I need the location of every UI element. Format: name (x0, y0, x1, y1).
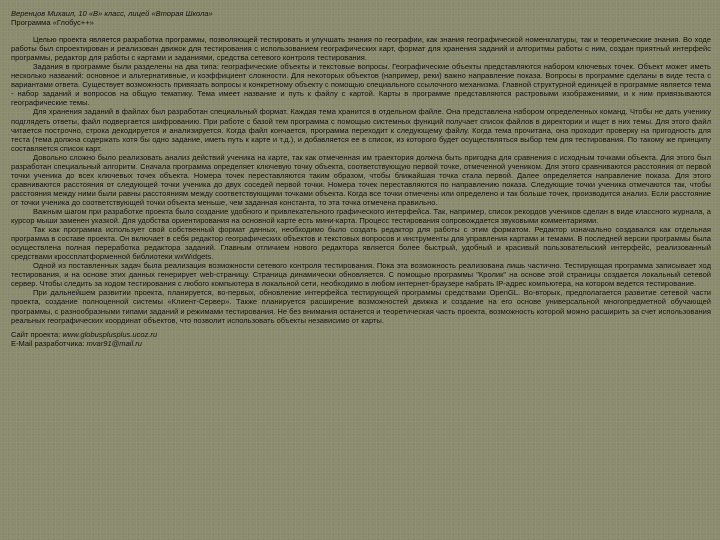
email-row (11, 339, 711, 348)
spacer (11, 27, 711, 35)
email-link[interactable]: mvar91@mail.ru (86, 338, 142, 348)
paragraph-interface: Важным шагом при разработке проекта было создание удобного и привлекательного графического интерфейса. Так, например, список рекордов учеников сделан в виде классного журнала, а курсор мыши заменен указкой. Для удобства ориентирования на основной карте есть мини-карта. Процесс тестирования сопровождается звуковыми комментариями. (11, 206, 711, 226)
site-row (11, 330, 711, 339)
paragraph-task-types: Задания в программе были разделены на два типа: географические объекты и текстовые вопросы. Географические объекты представляются набором ключевых точек. Объект может иметь несколько названий: основное и альтернативные, и коэффициент сложности. Для некоторых объектов (например, реки) важно направление показа. Вопросы в программе сделаны в виде теста с вариантами ответа. Существует возможность привязать вопросы к конкретному объекту с помощью специального ссылочного механизма. Главной структурной единицей в программе является тема - набор заданий и вопросов на общую тематику. Тема имеет название и путь к файлу с картой. Карты в программе представляются растровыми изображениями, и к ним привязываются географические темы. (11, 62, 711, 108)
document-page (11, 9, 711, 535)
paragraph-storage-format: Для хранения заданий в файлах был разработан специальный формат. Каждая тема хранится в отдельном файле. Она представлена набором определенных команд. Чтобы не дать ученику подглядеть ответы, файл подвергается шифрованию. При работе с базой тем программа с помощью системных функций получает список файлов в директории и ищет в них темы. Для этого файл читается построчно, строка декодируется и анализируется. Когда файл кончается, программа переходит к следующему файлу. Когда тема прочитана, она проходит проверку на пригодность для теста (тема должна содержать хотя бы одно задание, иметь путь к карте и т.д.), и добавляется ее в список, из которого будет осуществляться выбор тем для тестирования. По такому же принципу составляется список карт. (11, 107, 711, 153)
site-link[interactable]: www.globusplusplus.ucoz.ru (62, 329, 158, 339)
contact-footer (11, 330, 711, 348)
program-title: Программа «Глобус++» (11, 18, 94, 28)
author-line: Веренцов Михаил, 10 «В» класс, лицей «Вторая Школа» (11, 9, 213, 18)
paragraph-goal: Целью проекта является разработка программы, позволяющей тестировать и улучшать знания по географии, как знания географической номенклатуры, так и теоретические знания. Во ходе работы был спроектирован и реализован движок для тестирования с использованием географических карт, формат для хранения заданий и алгоритмы работы с ним, создан приятный интерфейс программы, редактор для работы с картами и заданиями, средства сетевого контроля тестирования. (11, 35, 711, 63)
paragraph-analysis-algorithm: Довольно сложно было реализовать анализ действий ученика на карте, так как отмеченная им траектория должна быть пригодна для сравнения с исходным точками объекта. Для этого был разработан специальный алгоритм. Сначала программа определяет ключевую точку объекта, соответствующую первой точке, отмеченной учеником. Для этого сравниваются расстояния от первой точки ученика до всех ключевых точек объекта. Номера точек переставляются таким образом, чтобы ближайшая точка стала первой. Далее определяется направление показа. Для этого сравниваются расстояния от следующей точки ученика до двух соседей первой точки. Номера точек переставляются по направлению показа. Следующие точки ученика отмечаются так, чтобы расстояния между ними были равны расстояниям между соответствующими точками объекта. Когда все точки отмечены или определено и так больше точек, производится анализ. Если расстояние от точки ученика до соответствующей точки объекта меньше, чем заданная константа, то эта точка отмечена правильно. (11, 152, 711, 207)
paragraph-future-plans: При дальнейшем развитии проекта, планируется, во-первых, обновление интерфейса тестирующей программы средствами OpenGL. Во-вторых, предполагается развитие сетевой части проекта, создание полноценной системы «Клиент-Сервер». Также планируется расширение возможностей движка и создание на его основе универсальной многопредметной обучающей программы, с разнообразными типами заданий и режимами тестирования. Не без внимания останется и теоретическая часть проекта, возможность которой можно расширить за счет использования реальных географических координат объектов, что позволит использовать объекты независимо от карты. (11, 288, 711, 325)
paragraph-editor: Так как программа использует свой собственный формат данных, необходимо было создать редактор для работы с этим форматом. Редактор изначально создавался как отдельная программа в составе проекта. Он включает в себя редактор географических объектов и текстовых вопросов и инструменты для управления картами и темами. В последней версии программы была осуществлена полная переработка редактора заданий. Главным отличием нового редактора является более быстрый, удобный и красивый пользовательский интерфейс, реализованный средствами кроссплатформенной библиотеки wxWidgets. (11, 225, 711, 262)
email-label: E-Mail разработчика: (11, 338, 85, 348)
site-label: Сайт проекта: (11, 329, 61, 339)
paragraph-network-control: Одной из поставленных задач была реализация возможности сетевого контроля тестирования. Пока эта возможность реализована лишь частично. Тестирующая программа записывает ход тестирования, и на основе этих данных генерирует web-страницу. Страница динамически обновляется. С помощью программы "Кролик" на основе этой страницы создается локальный сетевой сервер. Чтобы следить за ходом тестирования с любого компьютера в локальной сети, необходимо в любом интернет-браузере набрать IP-адрес компьютера, на котором ведется тестирование. (11, 261, 711, 289)
